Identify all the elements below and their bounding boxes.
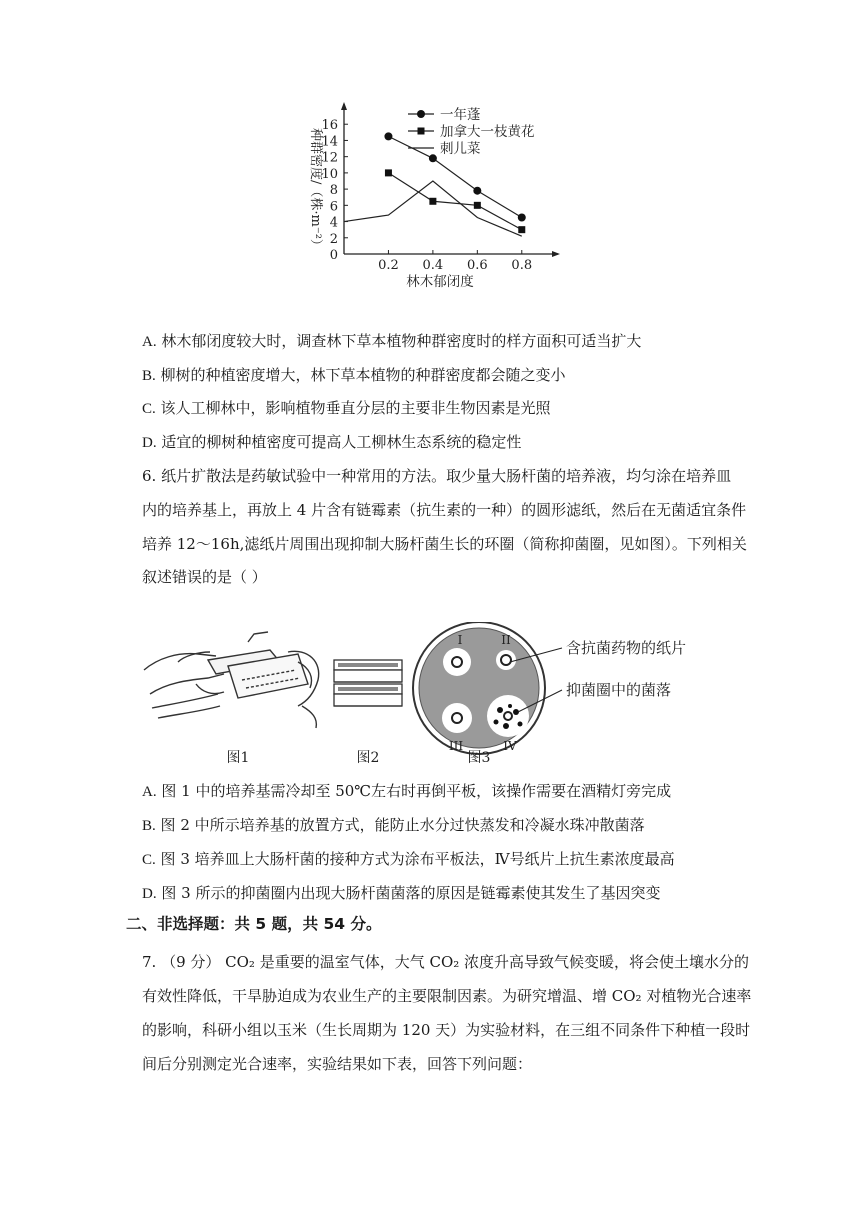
section-heading: 二、非选择题：共 5 题，共 54 分。	[126, 915, 382, 933]
q6-stem-line-4: 叙述错误的是（ ）	[142, 568, 267, 586]
data-point	[429, 154, 437, 162]
paper-label-3: III	[448, 739, 464, 753]
data-point	[385, 169, 392, 176]
q6-stem-line-1: 6. 纸片扩散法是药敏试验中一种常用的方法。取少量大肠杆菌的培养液，均匀涂在培养皿	[142, 467, 732, 485]
q6-stem-line-3: 培养 12～16h,滤纸片周围出现抑制大肠杆菌生长的环圈（简称抑菌圈，见如图）。下列相关	[142, 535, 747, 553]
figure-caption-3: 图3	[467, 750, 491, 766]
stacked-dishes-illustration	[334, 660, 402, 706]
y-tick-label: 12	[321, 150, 338, 166]
q5-option-a: A. 林木郁闭度较大时，调查林下草本植物种群密度时的样方面积可适当扩大	[142, 332, 642, 350]
x-axis-arrow	[552, 251, 560, 257]
annotation-colony: 抑菌圈中的菌落	[566, 681, 672, 699]
legend-label: 加拿大一枝黄花	[440, 124, 535, 140]
data-point	[474, 202, 481, 209]
petri-dish-figure	[138, 622, 728, 770]
y-tick-label: 0	[329, 248, 338, 263]
paper-label-4: IV	[503, 739, 517, 753]
q7-line-4: 间后分别测定光合速率，实验结果如下表，回答下列问题：	[142, 1055, 533, 1073]
q6-option-c: C. 图 3 培养皿上大肠杆菌的接种方式为涂布平板法，Ⅳ号纸片上抗生素浓度最高	[142, 850, 675, 868]
data-point	[518, 226, 525, 233]
legend-marker	[418, 128, 425, 135]
x-axis-label: 林木郁闭度	[406, 274, 474, 290]
pouring-plate-illustration	[144, 632, 319, 728]
q5-option-b: B. 柳树的种植密度增大，林下草本植物的种群密度都会随之变小	[142, 366, 566, 384]
data-point	[384, 132, 392, 140]
series-line-3	[344, 181, 522, 236]
annotation-paper-disk: 含抗菌药物的纸片	[566, 639, 687, 657]
y-tick-label: 14	[321, 134, 338, 150]
population-density-chart	[300, 96, 570, 296]
data-point	[473, 187, 481, 195]
data-point	[518, 214, 526, 222]
q6-option-d: D. 图 3 所示的抑菌圈内出现大肠杆菌菌落的原因是链霉素使其发生了基因突变	[142, 884, 661, 902]
figure-caption-2: 图2	[356, 750, 380, 766]
legend-label: 刺儿菜	[440, 141, 481, 157]
q6-option-b: B. 图 2 中所示培养基的放置方式，能防止水分过快蒸发和冷凝水珠冲散菌落	[142, 816, 645, 834]
legend-marker	[417, 110, 425, 118]
q7-line-2: 有效性降低，干旱胁迫成为农业生产的主要限制因素。为研究增温、增 CO₂ 对植物光合速率	[142, 987, 752, 1005]
y-tick-label: 6	[329, 199, 338, 215]
x-tick-label: 0.2	[378, 258, 399, 273]
y-tick-label: 16	[321, 118, 338, 134]
q5-option-d: D. 适宜的柳树种植密度可提高人工柳林生态系统的稳定性	[142, 433, 522, 451]
x-tick-label: 0.6	[466, 258, 488, 273]
paper-label-2: II	[501, 633, 511, 647]
figure-caption-1: 图1	[226, 750, 250, 766]
y-tick-label: 10	[321, 166, 338, 182]
q6-option-a: A. 图 1 中的培养基需冷却至 50℃左右时再倒平板，该操作需要在酒精灯旁完成	[142, 782, 672, 800]
q5-option-c: C. 该人工柳林中，影响植物垂直分层的主要非生物因素是光照	[142, 399, 551, 417]
y-tick-label: 4	[329, 215, 338, 231]
q6-stem-line-2: 内的培养基上，再放上 4 片含有链霉素（抗生素的一种）的圆形滤纸，然后在无菌适宜条件	[142, 501, 747, 519]
paper-label-1: I	[457, 633, 463, 647]
y-axis-arrow	[341, 102, 347, 110]
q7-line-3: 的影响，科研小组以玉米（生长周期为 120 天）为实验材料，在三组不同条件下种植一段时	[142, 1021, 751, 1039]
legend-label: 一年蓬	[440, 107, 481, 123]
y-axis-label: 种群密度/（株·m⁻²）	[308, 128, 323, 252]
antibiotic-dish-illustration	[413, 622, 545, 754]
q7-line-1: 7. （9 分） CO₂ 是重要的温室气体，大气 CO₂ 浓度升高导致气候变暖，将会使土壤水分的	[142, 953, 750, 971]
x-tick-label: 0.4	[422, 258, 444, 273]
y-tick-label: 2	[329, 231, 338, 247]
series-line-2	[388, 173, 521, 230]
x-tick-label: 0.8	[511, 258, 533, 273]
data-point	[429, 198, 436, 205]
y-tick-label: 8	[329, 183, 338, 199]
